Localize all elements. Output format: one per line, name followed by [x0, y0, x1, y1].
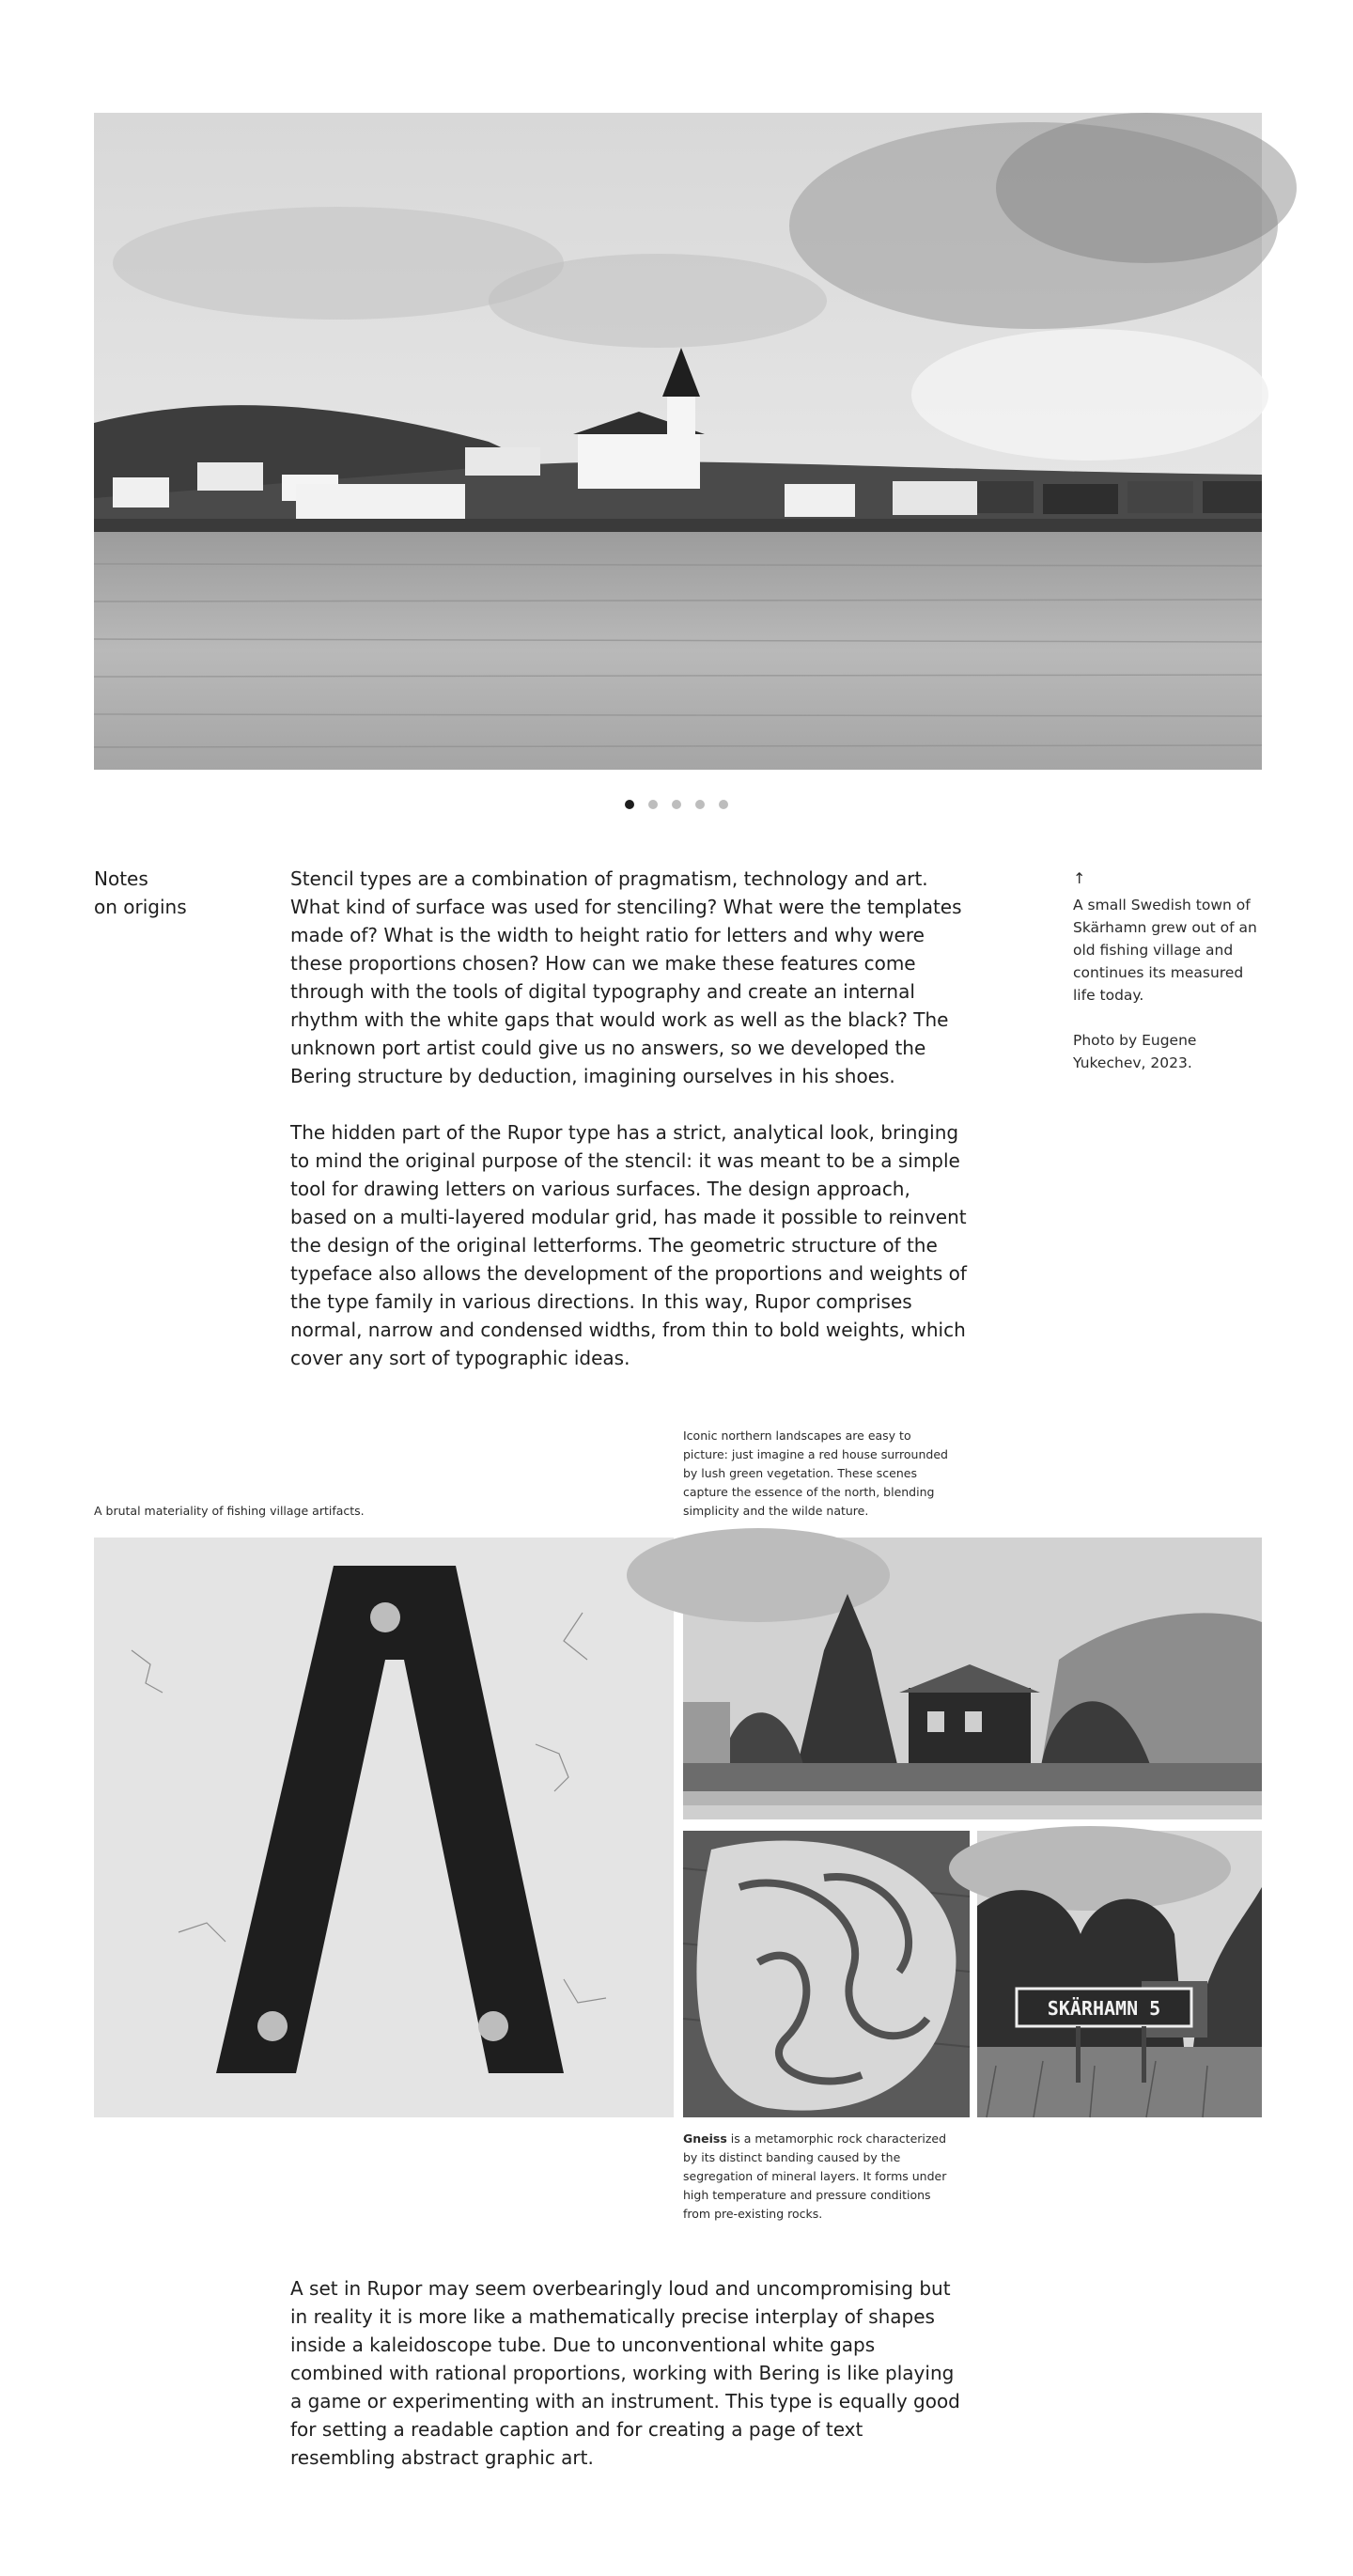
sign-text: SKÄRHAMN 5 — [1047, 1997, 1161, 2020]
hero-photo — [94, 113, 1262, 770]
notes-body — [290, 865, 967, 1400]
photo-letter-a — [94, 1538, 674, 2117]
carousel-dot-1[interactable] — [625, 800, 634, 809]
harbor-photo — [94, 113, 1262, 770]
caption-gneiss-term: Gneiss — [683, 2131, 727, 2146]
arrow-up-icon: ↑ — [1073, 869, 1086, 887]
carousel-pagination — [0, 800, 1353, 809]
photo-skarhamn-sign — [977, 1831, 1262, 2117]
notes-paragraph-2: The hidden part of the Rupor type has a strict, analytical look, bringing to mind the original purpose of the stencil: it was meant to be a simple tool for drawing letters on various surfaces. The design approach, based on a multi-layered modular grid, has made it possible to reinvent the design of the original letterforms. The geometric structure of the typeface also allows the development of the proportions and weights of the type family in various directions. In this way, Rupor comprises normal, narrow and condensed widths, from thin to bold weights, which cover any sort of typographic ideas. — [290, 1121, 967, 1369]
section-label-line2: on origins — [94, 896, 187, 918]
carousel-dot-2[interactable] — [648, 800, 658, 809]
caption-landscapes: Iconic northern landscapes are easy to picture: just imagine a red house surrounded by lush green vegetation. These scenes capture the essence of the north, blending simplicity and the wilde nature. — [683, 1429, 948, 1518]
photo-red-house — [683, 1538, 1262, 1819]
photo-gneiss-rock — [683, 1831, 970, 2117]
carousel-dot-3[interactable] — [672, 800, 681, 809]
side-note-text: A small Swedish town of Skärhamn grew out of an old fishing village and continues its measured life today. — [1073, 897, 1257, 1004]
section-label-line1: Notes — [94, 867, 148, 890]
caption-artifacts: A brutal materiality of fishing village artifacts. — [94, 1504, 365, 1518]
photo-credit: Photo by Eugene Yukechev, 2023. — [1073, 1032, 1197, 1071]
photo-side-note — [1073, 869, 1261, 1097]
closing-paragraph: A set in Rupor may seem overbearingly loud and uncompromising but in reality it is more like a mathematically precise interplay of shapes inside a kaleidoscope tube. Due to unconventional white gaps combined with rational proportions, working with Bering is like playing a game or experimenting with an instrument. This type is equally good for setting a readable caption and for creating a page of text resembling abstract graphic art. — [290, 2277, 960, 2469]
notes-paragraph-1: Stencil types are a combination of pragmatism, technology and art. What kind of surface was used for stenciling? What were the templates made of? What is the width to height ratio for letters and why were these proportions chosen? How can we make these features come through with the tools of digital typography and create an internal rhythm with the white gaps that would work as well as the black? The unknown port artist could give us no answers, so we developed the Bering structure by deduction, imagining ourselves in his shoes. — [290, 867, 962, 1087]
section-label — [94, 865, 187, 921]
caption-gneiss — [683, 2130, 956, 2224]
carousel-dot-4[interactable] — [695, 800, 705, 809]
carousel-dot-5[interactable] — [719, 800, 728, 809]
caption-gneiss-text: is a metamorphic rock characterized by its distinct banding caused by the segregation of mineral layers. It forms under high temperature and pressure conditions from pre-existing rocks. — [683, 2131, 947, 2221]
closing-body — [290, 2274, 967, 2500]
